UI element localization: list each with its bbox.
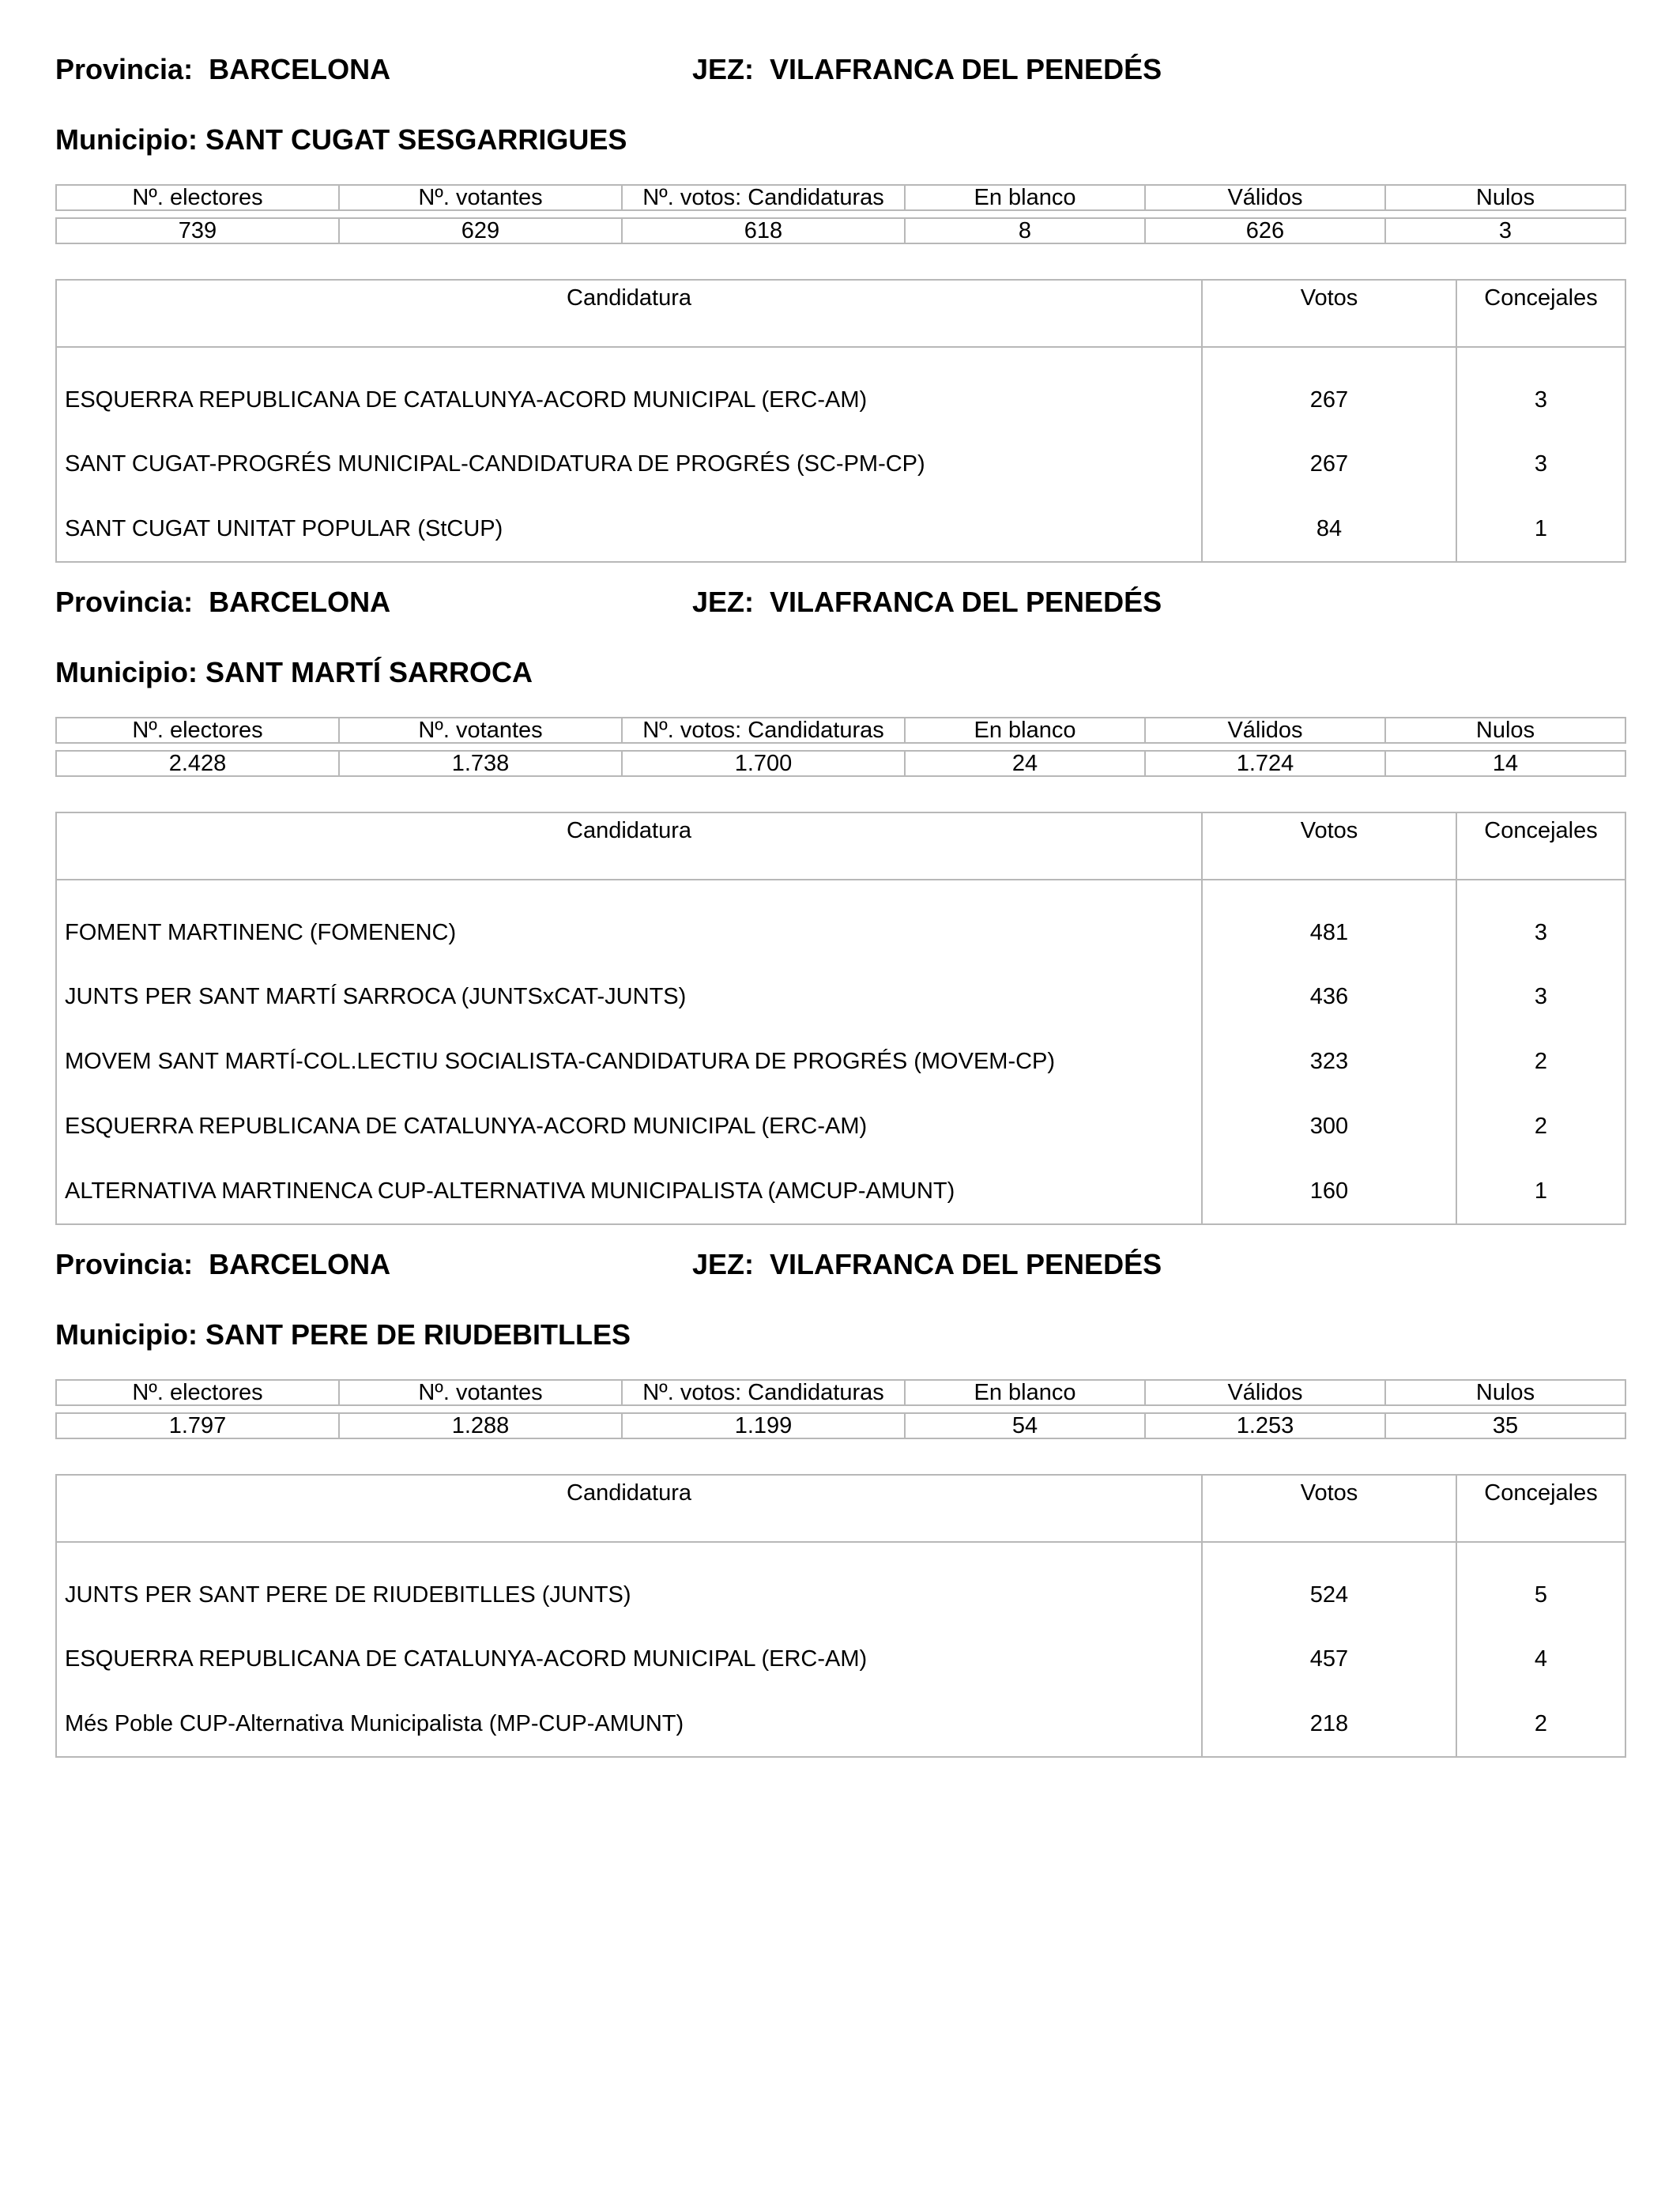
candidatura-concejales: 3 [1456, 880, 1625, 964]
municipio-title [55, 116, 1625, 164]
candidatura-concejales: 4 [1456, 1627, 1625, 1691]
summary-table [55, 184, 1626, 244]
summary-validos: 1.253 [1145, 1413, 1385, 1438]
table-row [56, 880, 1625, 964]
table-row [56, 1159, 1625, 1224]
summary-en-blanco: 54 [905, 1413, 1145, 1438]
jez-label: JEZ: [692, 586, 755, 618]
candidatura-votos: 267 [1202, 347, 1456, 432]
candidatura-concejales: 2 [1456, 1029, 1625, 1094]
summary-votantes: 629 [339, 218, 622, 243]
results-header-row [56, 280, 1625, 347]
results-header-candidatura: Candidatura [56, 812, 1202, 880]
results-header-votos: Votos [1202, 812, 1456, 880]
candidatura-name: JUNTS PER SANT MARTÍ SARROCA (JUNTSxCAT-JUNTS) [56, 964, 1202, 1029]
summary-validos: 1.724 [1145, 751, 1385, 776]
summary-votantes: 1.288 [339, 1413, 622, 1438]
results-header-votos: Votos [1202, 1475, 1456, 1542]
section-header [55, 46, 1625, 93]
municipio-section [55, 579, 1625, 1225]
candidatura-name: JUNTS PER SANT PERE DE RIUDEBITLLES (JUNTS) [56, 1542, 1202, 1627]
candidatura-concejales: 3 [1456, 347, 1625, 432]
results-table [55, 279, 1626, 563]
results-table [55, 812, 1626, 1225]
provincia-value: BARCELONA [209, 53, 391, 85]
candidatura-name: SANT CUGAT-PROGRÉS MUNICIPAL-CANDIDATURA DE PROGRÉS (SC-PM-CP) [56, 432, 1202, 496]
municipio-value: SANT CUGAT SESGARRIGUES [205, 123, 627, 156]
candidatura-votos: 481 [1202, 880, 1456, 964]
candidatura-concejales: 2 [1456, 1094, 1625, 1159]
summary-electores: 2.428 [56, 751, 339, 776]
summary-table [55, 717, 1626, 777]
table-row [56, 1542, 1625, 1627]
municipio-label: Municipio: [55, 656, 198, 688]
candidatura-name: SANT CUGAT UNITAT POPULAR (StCUP) [56, 496, 1202, 562]
summary-header-electores: Nº. electores [56, 718, 339, 743]
candidatura-concejales: 1 [1456, 1159, 1625, 1224]
candidatura-concejales: 5 [1456, 1542, 1625, 1627]
summary-header-en-blanco: En blanco [905, 718, 1145, 743]
summary-header-nulos: Nulos [1385, 185, 1625, 210]
results-header-concejales: Concejales [1456, 280, 1625, 347]
candidatura-name: ESQUERRA REPUBLICANA DE CATALUNYA-ACORD MUNICIPAL (ERC-AM) [56, 1094, 1202, 1159]
summary-nulos: 14 [1385, 751, 1625, 776]
summary-header-electores: Nº. electores [56, 1380, 339, 1405]
jez-value: VILAFRANCA DEL PENEDÉS [770, 586, 1162, 618]
candidatura-concejales: 1 [1456, 496, 1625, 562]
summary-en-blanco: 24 [905, 751, 1145, 776]
section-header [55, 579, 1625, 626]
table-row [56, 347, 1625, 432]
candidatura-votos: 300 [1202, 1094, 1456, 1159]
candidatura-votos: 323 [1202, 1029, 1456, 1094]
jez-label: JEZ: [692, 1248, 755, 1280]
candidatura-concejales: 2 [1456, 1691, 1625, 1757]
summary-votos-candidaturas: 1.700 [622, 751, 905, 776]
municipio-title [55, 649, 1625, 696]
summary-header-votantes: Nº. votantes [339, 185, 622, 210]
candidatura-votos: 457 [1202, 1627, 1456, 1691]
summary-votos-candidaturas: 1.199 [622, 1413, 905, 1438]
summary-value-row [56, 751, 1625, 776]
results-header-row [56, 1475, 1625, 1542]
summary-header-validos: Válidos [1145, 1380, 1385, 1405]
candidatura-votos: 267 [1202, 432, 1456, 496]
municipio-section [55, 1241, 1625, 1758]
summary-electores: 1.797 [56, 1413, 339, 1438]
table-row [56, 1691, 1625, 1757]
summary-validos: 626 [1145, 218, 1385, 243]
provincia-value: BARCELONA [209, 586, 391, 618]
candidatura-name: ALTERNATIVA MARTINENCA CUP-ALTERNATIVA MUNICIPALISTA (AMCUP-AMUNT) [56, 1159, 1202, 1224]
summary-header-row [56, 1380, 1625, 1405]
candidatura-votos: 160 [1202, 1159, 1456, 1224]
summary-header-votos-candidaturas: Nº. votos: Candidaturas [622, 185, 905, 210]
jez-value: VILAFRANCA DEL PENEDÉS [770, 1248, 1162, 1280]
candidatura-votos: 218 [1202, 1691, 1456, 1757]
summary-electores: 739 [56, 218, 339, 243]
candidatura-concejales: 3 [1456, 432, 1625, 496]
summary-nulos: 35 [1385, 1413, 1625, 1438]
provincia-label: Provincia: [55, 1248, 194, 1280]
candidatura-votos: 436 [1202, 964, 1456, 1029]
summary-header-validos: Válidos [1145, 185, 1385, 210]
results-header-row [56, 812, 1625, 880]
results-header-candidatura: Candidatura [56, 1475, 1202, 1542]
candidatura-concejales: 3 [1456, 964, 1625, 1029]
municipio-label: Municipio: [55, 123, 198, 156]
section-header [55, 1241, 1625, 1288]
summary-table [55, 1379, 1626, 1439]
candidatura-name: MOVEM SANT MARTÍ-COL.LECTIU SOCIALISTA-CANDIDATURA DE PROGRÉS (MOVEM-CP) [56, 1029, 1202, 1094]
candidatura-name: ESQUERRA REPUBLICANA DE CATALUNYA-ACORD MUNICIPAL (ERC-AM) [56, 347, 1202, 432]
candidatura-name: ESQUERRA REPUBLICANA DE CATALUNYA-ACORD MUNICIPAL (ERC-AM) [56, 1627, 1202, 1691]
summary-header-votantes: Nº. votantes [339, 718, 622, 743]
jez-value: VILAFRANCA DEL PENEDÉS [770, 53, 1162, 85]
provincia-value: BARCELONA [209, 1248, 391, 1280]
jez-field [692, 579, 1162, 626]
summary-header-nulos: Nulos [1385, 718, 1625, 743]
summary-header-row [56, 185, 1625, 210]
summary-header-votos-candidaturas: Nº. votos: Candidaturas [622, 718, 905, 743]
results-header-candidatura: Candidatura [56, 280, 1202, 347]
table-row [56, 964, 1625, 1029]
provincia-label: Provincia: [55, 53, 194, 85]
table-row [56, 1029, 1625, 1094]
summary-header-en-blanco: En blanco [905, 185, 1145, 210]
summary-header-electores: Nº. electores [56, 185, 339, 210]
provincia-label: Provincia: [55, 586, 194, 618]
table-row [56, 1627, 1625, 1691]
summary-header-votos-candidaturas: Nº. votos: Candidaturas [622, 1380, 905, 1405]
results-header-votos: Votos [1202, 280, 1456, 347]
municipio-section [55, 46, 1625, 563]
summary-header-votantes: Nº. votantes [339, 1380, 622, 1405]
summary-header-validos: Válidos [1145, 718, 1385, 743]
summary-value-row [56, 1413, 1625, 1438]
municipio-value: SANT MARTÍ SARROCA [205, 656, 533, 688]
candidatura-votos: 524 [1202, 1542, 1456, 1627]
municipio-label: Municipio: [55, 1318, 198, 1351]
summary-en-blanco: 8 [905, 218, 1145, 243]
summary-header-en-blanco: En blanco [905, 1380, 1145, 1405]
summary-votos-candidaturas: 618 [622, 218, 905, 243]
municipio-value: SANT PERE DE RIUDEBITLLES [205, 1318, 631, 1351]
summary-votantes: 1.738 [339, 751, 622, 776]
table-row [56, 432, 1625, 496]
results-header-concejales: Concejales [1456, 812, 1625, 880]
jez-field [692, 1241, 1162, 1288]
summary-header-nulos: Nulos [1385, 1380, 1625, 1405]
summary-nulos: 3 [1385, 218, 1625, 243]
results-table [55, 1474, 1626, 1758]
table-row [56, 1094, 1625, 1159]
jez-label: JEZ: [692, 53, 755, 85]
summary-header-row [56, 718, 1625, 743]
results-header-concejales: Concejales [1456, 1475, 1625, 1542]
candidatura-votos: 84 [1202, 496, 1456, 562]
candidatura-name: Més Poble CUP-Alternativa Municipalista (MP-CUP-AMUNT) [56, 1691, 1202, 1757]
candidatura-name: FOMENT MARTINENC (FOMENENC) [56, 880, 1202, 964]
table-row [56, 496, 1625, 562]
municipio-title [55, 1311, 1625, 1359]
summary-value-row [56, 218, 1625, 243]
jez-field [692, 46, 1162, 93]
